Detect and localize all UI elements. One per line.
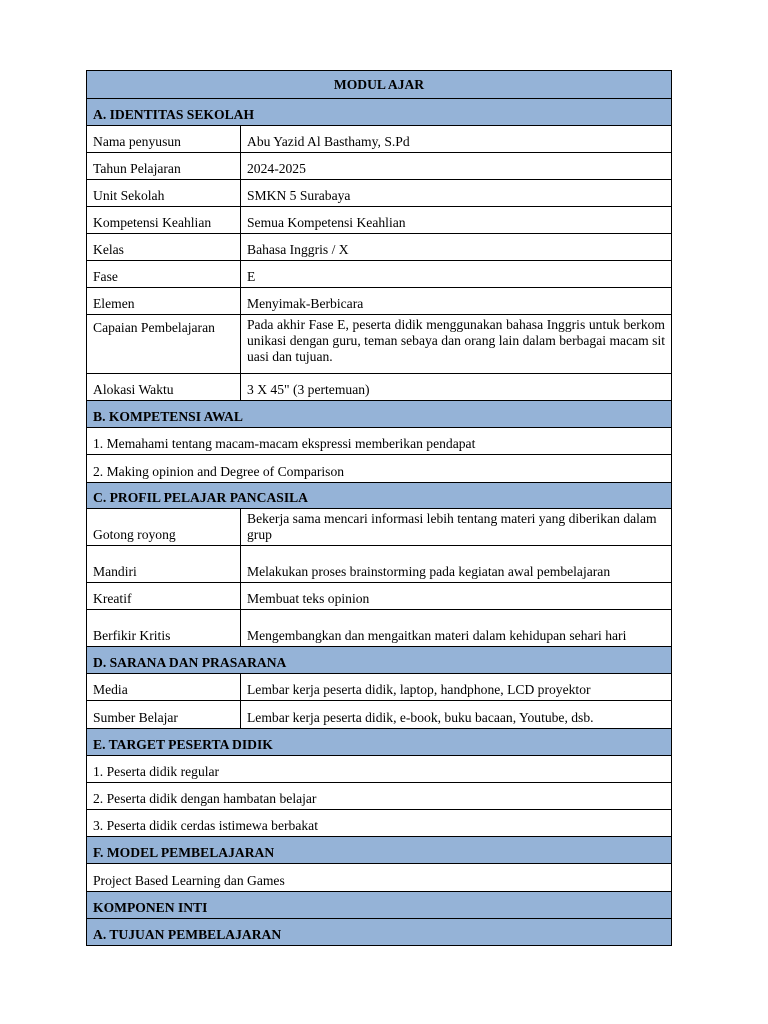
row-label: Alokasi Waktu xyxy=(87,374,241,401)
row-label: Fase xyxy=(87,261,241,288)
row-value: E xyxy=(241,261,672,288)
row-value: Pada akhir Fase E, peserta didik menggunakan bahasa Inggris untuk berkomunikasi dengan guru, teman sebaya dan orang lain dalam berbagai macam situasi dan tujuan. xyxy=(241,315,672,374)
row-value: Bekerja sama mencari informasi lebih tentang materi yang diberikan dalam grup xyxy=(241,509,672,546)
list-item xyxy=(87,756,672,783)
row-value: Melakukan proses brainstorming pada kegiatan awal pembelajaran xyxy=(241,546,672,583)
row-value: SMKN 5 Surabaya xyxy=(241,180,672,207)
section-heading-model: F. MODEL PEMBELAJARAN xyxy=(87,837,672,864)
document-title: MODUL AJAR xyxy=(87,71,672,99)
row-value: Menyimak-Berbicara xyxy=(241,288,672,315)
table-row xyxy=(87,234,672,261)
row-label: Mandiri xyxy=(87,546,241,583)
section-header-row xyxy=(87,99,672,126)
section-header-row xyxy=(87,919,672,946)
list-item-text: 2. Making opinion and Degree of Comparison xyxy=(87,455,672,483)
section-heading-profil: C. PROFIL PELAJAR PANCASILA xyxy=(87,483,672,509)
table-row xyxy=(87,315,672,374)
section-header-row xyxy=(87,647,672,674)
table-row xyxy=(87,126,672,153)
list-item xyxy=(87,810,672,837)
list-item xyxy=(87,428,672,455)
section-heading-komponen-inti: KOMPONEN INTI xyxy=(87,892,672,919)
table-row xyxy=(87,610,672,647)
row-value: 3 X 45" (3 pertemuan) xyxy=(241,374,672,401)
row-value: Lembar kerja peserta didik, laptop, handphone, LCD proyektor xyxy=(241,674,672,701)
section-header-row xyxy=(87,483,672,509)
section-heading-tujuan: A. TUJUAN PEMBELAJARAN xyxy=(87,919,672,946)
section-heading-identitas: A. IDENTITAS SEKOLAH xyxy=(87,99,672,126)
row-value: Semua Kompetensi Keahlian xyxy=(241,207,672,234)
title-row xyxy=(87,71,672,99)
row-label: Berfikir Kritis xyxy=(87,610,241,647)
row-label: Kompetensi Keahlian xyxy=(87,207,241,234)
table-row xyxy=(87,180,672,207)
section-header-row xyxy=(87,892,672,919)
list-item-text: Project Based Learning dan Games xyxy=(87,864,672,892)
row-label: Media xyxy=(87,674,241,701)
table-row xyxy=(87,153,672,180)
table-row xyxy=(87,509,672,546)
row-value: Abu Yazid Al Basthamy, S.Pd xyxy=(241,126,672,153)
table-row xyxy=(87,701,672,729)
list-item-text: 1. Peserta didik regular xyxy=(87,756,672,783)
list-item-text: 1. Memahami tentang macam-macam ekspressi memberikan pendapat xyxy=(87,428,672,455)
row-value: Membuat teks opinion xyxy=(241,583,672,610)
section-header-row xyxy=(87,729,672,756)
list-item-text: 3. Peserta didik cerdas istimewa berbakat xyxy=(87,810,672,837)
row-value: 2024-2025 xyxy=(241,153,672,180)
list-item xyxy=(87,783,672,810)
list-item xyxy=(87,864,672,892)
list-item-text: 2. Peserta didik dengan hambatan belajar xyxy=(87,783,672,810)
row-label: Kreatif xyxy=(87,583,241,610)
section-heading-target: E. TARGET PESERTA DIDIK xyxy=(87,729,672,756)
row-label: Nama penyusun xyxy=(87,126,241,153)
modul-ajar-table xyxy=(86,70,672,946)
row-value: Lembar kerja peserta didik, e-book, buku bacaan, Youtube, dsb. xyxy=(241,701,672,729)
table-row xyxy=(87,583,672,610)
table-row xyxy=(87,674,672,701)
table-row xyxy=(87,207,672,234)
row-label: Unit Sekolah xyxy=(87,180,241,207)
section-heading-sarana: D. SARANA DAN PRASARANA xyxy=(87,647,672,674)
row-label: Capaian Pembelajaran xyxy=(87,315,241,374)
table-row xyxy=(87,288,672,315)
row-label: Gotong royong xyxy=(87,509,241,546)
row-label: Sumber Belajar xyxy=(87,701,241,729)
section-header-row xyxy=(87,401,672,428)
row-label: Kelas xyxy=(87,234,241,261)
section-header-row xyxy=(87,837,672,864)
row-label: Tahun Pelajaran xyxy=(87,153,241,180)
section-heading-kompetensi-awal: B. KOMPETENSI AWAL xyxy=(87,401,672,428)
row-label: Elemen xyxy=(87,288,241,315)
row-value: Mengembangkan dan mengaitkan materi dalam kehidupan sehari hari xyxy=(241,610,672,647)
table-row xyxy=(87,261,672,288)
table-row xyxy=(87,546,672,583)
table-row xyxy=(87,374,672,401)
row-value: Bahasa Inggris / X xyxy=(241,234,672,261)
list-item xyxy=(87,455,672,483)
